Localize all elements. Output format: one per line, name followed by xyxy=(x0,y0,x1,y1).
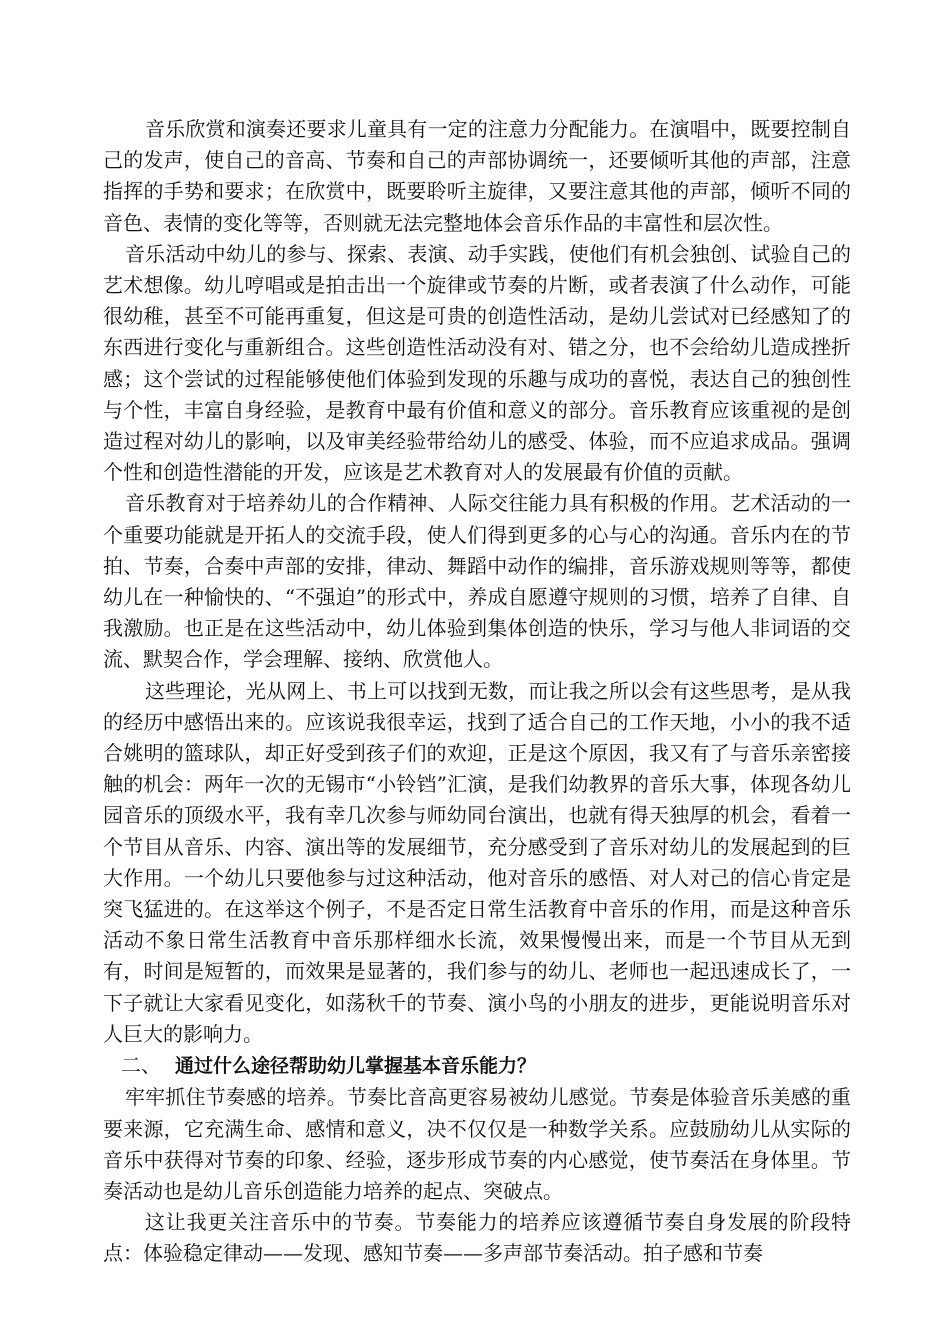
paragraph-personal-experience: 这些理论，光从网上、书上可以找到无数，而让我之所以会有这些思考，是从我的经历中感悟出来的。应该说我很幸运，找到了适合自己的工作天地，小小的我不适合姚明的篮球队，却正好受到孩子们的欢迎，正是这个原因，我又有了与音乐亲密接触的机会：两年一次的无锡市“小铃铛”汇演，是我们幼教界的音乐大事，体现各幼儿园音乐的顶级水平，我有幸几次参与师幼同台演出，也就有得天独厚的机会，看着一个节目从音乐、内容、演出等的发展细节，充分感受到了音乐对幼儿的发展起到的巨大作用。一个幼儿只要他参与过这种活动，他对音乐的感悟、对人对己的信心肯定是突飞猛进的。在这举这个例子，不是否定日常生活教育中音乐的作用，而是这种音乐活动不象日常生活教育中音乐那样细水长流，效果慢慢出来，而是一个节目从无到有，时间是短暂的，而效果是显著的，我们参与的幼儿、老师也一起迅速成长了，一下子就让大家看见变化，如荡秋千的节奏、演小鸟的小朋友的进步，更能说明音乐对人巨大的影响力。 xyxy=(103,678,851,1046)
paragraph-creativity: 音乐活动中幼儿的参与、探索、表演、动手实践，使他们有机会独创、试验自己的艺术想像。幼儿哼唱或是拍击出一个旋律或节奏的片断，或者表演了什么动作，可能很幼稚，甚至不可能再重复，但这是可贵的创造性活动，是幼儿尝试对已经感知了的东西进行变化与重新组合。这些创造性活动没有对、错之分，也不会给幼儿造成挫折感；这个尝试的过程能够使他们体验到发现的乐趣与成功的喜悦，表达自己的独创性与个性，丰富自身经验，是教育中最有价值和意义的部分。音乐教育应该重视的是创造过程对幼儿的影响，以及审美经验带给幼儿的感受、体验，而不应追求成品。强调个性和创造性潜能的开发，应该是艺术教育对人的发展最有价值的贡献。 xyxy=(103,241,851,485)
paragraph-attention-allocation: 音乐欣赏和演奏还要求儿童具有一定的注意力分配能力。在演唱中，既要控制自己的发声，使自己的音高、节奏和自己的声部协调统一，还要倾听其他的声部，注意指挥的手势和要求；在欣赏中，既要聆听主旋律，又要注意其他的声部，倾听不同的音色、表情的变化等等，否则就无法完整地体会音乐作品的丰富性和层次性。 xyxy=(103,117,851,235)
section-heading-number: 二、 xyxy=(121,1053,161,1078)
paragraph-cooperation: 音乐教育对于培养幼儿的合作精神、人际交往能力具有积极的作用。艺术活动的一个重要功能就是开拓人的交流手段，使人们得到更多的心与心的沟通。音乐内在的节拍、节奏，合奏中声部的安排，律动、舞蹈中动作的编排，音乐游戏规则等等，都使幼儿在一种愉快的、“不强迫”的形式中，养成自愿遵守规则的习惯，培养了自律、自我激励。也正是在这些活动中，幼儿体验到集体创造的快乐，学习与他人非词语的交流、默契合作，学会理解、接纳、欣赏他人。 xyxy=(103,491,851,672)
paragraph-rhythm-focus: 这让我更关注音乐中的节奏。节奏能力的培养应该遵循节奏自身发展的阶段特点：体验稳定律动——发现、感知节奏——多声部节奏活动。拍子感和节奏 xyxy=(103,1210,851,1266)
document-body xyxy=(103,114,851,1270)
paragraph-rhythm-training: 牢牢抓住节奏感的培养。节奏比音高更容易被幼儿感觉。节奏是体验音乐美感的重要来源，它充满生命、感情和意义，决不仅仅是一种数学关系。应鼓励幼儿从实际的音乐中获得对节奏的印象、经验，逐步形成节奏的内心感觉，使节奏活在身体里。节奏活动也是幼儿音乐创造能力培养的起点、突破点。 xyxy=(103,1085,851,1203)
section-heading-text: 通过什么途径帮助幼儿掌握基本音乐能力？ xyxy=(175,1055,537,1078)
section-heading xyxy=(103,1050,851,1082)
